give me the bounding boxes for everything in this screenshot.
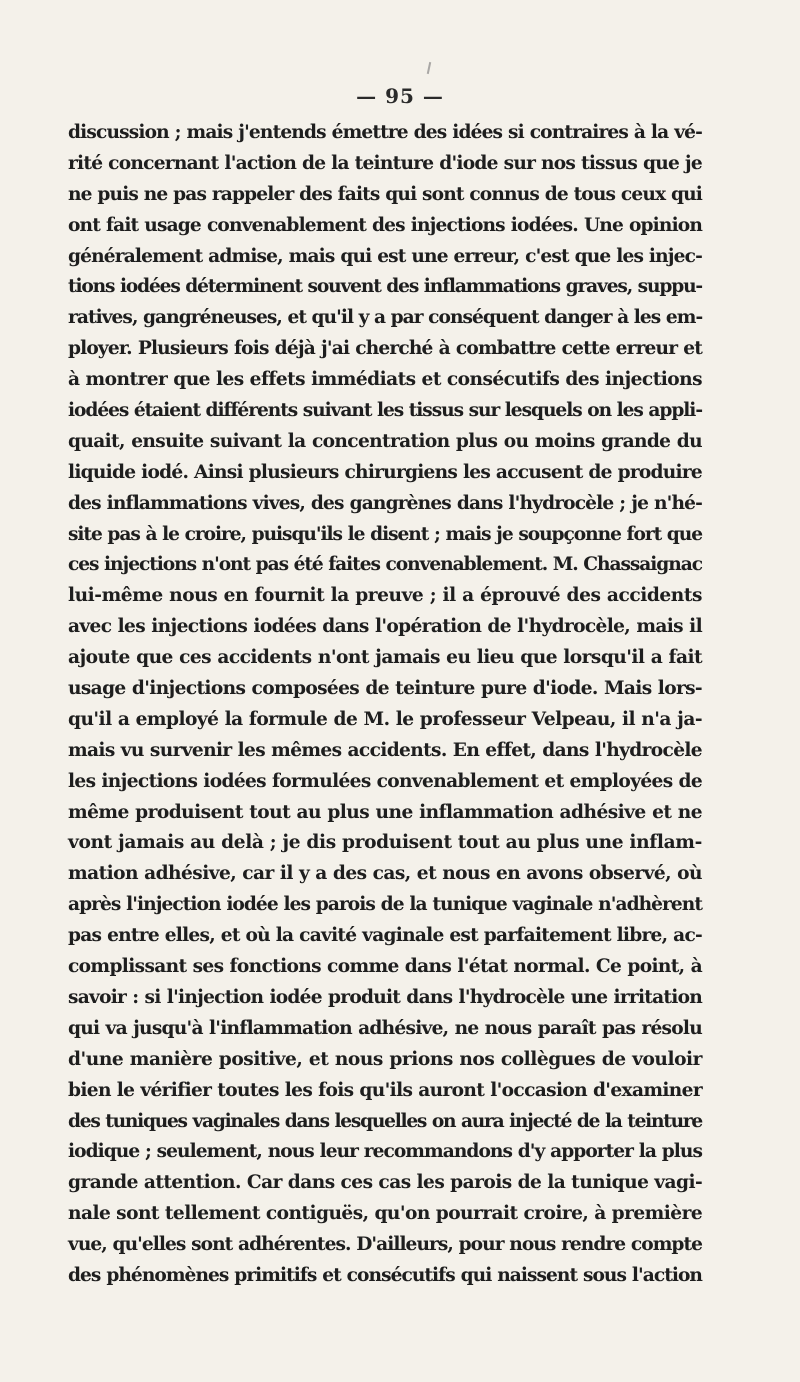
- text-line: lui-même nous en fournit la preuve ; il a éprouvé des accidents: [68, 585, 702, 607]
- text-line: liquide iodé. Ainsi plusieurs chirurgiens les accusent de produire: [68, 461, 702, 483]
- text-line: pas entre elles, et où la cavité vaginale est parfaitement libre, ac-: [68, 925, 702, 947]
- text-line: des inflammations vives, des gangrènes dans l'hydrocèle ; je n'hé-: [68, 492, 702, 514]
- text-line: ne puis ne pas rappeler des faits qui sont connus de tous ceux qui: [68, 183, 702, 205]
- body-text: [68, 118, 702, 1292]
- text-line: savoir : si l'injection iodée produit dans l'hydrocèle une irritation: [68, 986, 702, 1008]
- text-line: complissant ses fonctions comme dans l'état normal. Ce point, à: [68, 956, 702, 978]
- text-line: vont jamais au delà ; je dis produisent tout au plus une inflam-: [68, 832, 702, 854]
- text-line: site pas à le croire, puisqu'ils le disent ; mais je soupçonne fort que: [68, 523, 702, 545]
- text-line: même produisent tout au plus une inflammation adhésive et ne: [68, 801, 702, 823]
- text-line: bien le vérifier toutes les fois qu'ils auront l'occasion d'examiner: [68, 1079, 702, 1101]
- page-number: — 95 —: [356, 84, 444, 108]
- text-line: grande attention. Car dans ces cas les parois de la tunique vagi-: [68, 1172, 703, 1194]
- text-line: les injections iodées formulées convenablement et employées de: [68, 770, 702, 792]
- text-line: mais vu survenir les mêmes accidents. En effet, dans l'hydrocèle: [68, 739, 702, 761]
- text-line: des phénomènes primitifs et consécutifs qui naissent sous l'action: [68, 1264, 702, 1286]
- text-line: quait, ensuite suivant la concentration plus ou moins grande du: [68, 430, 702, 452]
- text-line: ployer. Plusieurs fois déjà j'ai cherché à combattre cette erreur et: [68, 338, 702, 360]
- text-line: qu'il a employé la formule de M. le professeur Velpeau, il n'a ja-: [68, 708, 702, 730]
- text-line: d'une manière positive, et nous prions nos collègues de vouloir: [68, 1048, 702, 1070]
- text-line: usage d'injections composées de teinture pure d'iode. Mais lors-: [68, 678, 702, 700]
- stray-ink-mark: [427, 62, 431, 74]
- text-line: iodique ; seulement, nous leur recommandons d'y apporter la plus: [68, 1141, 702, 1163]
- text-line: à montrer que les effets immédiats et consécutifs des injections: [68, 369, 702, 391]
- text-line: ces injections n'ont pas été faites convenablement. M. Chassaignac: [68, 554, 702, 576]
- text-line: nale sont tellement contiguës, qu'on pourrait croire, à première: [68, 1203, 703, 1225]
- text-line: ont fait usage convenablement des injections iodées. Une opinion: [68, 214, 702, 236]
- text-line: rité concernant l'action de la teinture d'iode sur nos tissus que je: [68, 152, 702, 174]
- text-line: ratives, gangréneuses, et qu'il y a par conséquent danger à les em-: [68, 307, 703, 329]
- text-line: qui va jusqu'à l'inflammation adhésive, ne nous paraît pas résolu: [68, 1017, 702, 1039]
- text-line: mation adhésive, car il y a des cas, et nous en avons observé, où: [68, 863, 702, 885]
- text-line: après l'injection iodée les parois de la tunique vaginale n'adhèrent: [68, 894, 702, 916]
- text-line: ajoute que ces accidents n'ont jamais eu lieu que lorsqu'il a fait: [68, 647, 702, 669]
- text-line: vue, qu'elles sont adhérentes. D'ailleurs, pour nous rendre compte: [68, 1234, 702, 1256]
- text-line: iodées étaient différents suivant les tissus sur lesquels on les appli-: [68, 400, 702, 422]
- text-line: discussion ; mais j'entends émettre des idées si contraires à la vé-: [68, 122, 702, 143]
- text-line: tions iodées déterminent souvent des inflammations graves, suppu-: [68, 276, 702, 298]
- text-line: avec les injections iodées dans l'opération de l'hydrocèle, mais il: [68, 616, 702, 638]
- text-line: généralement admise, mais qui est une erreur, c'est que les injec-: [68, 245, 702, 267]
- text-line: des tuniques vaginales dans lesquelles on aura injecté de la teinture: [68, 1110, 702, 1132]
